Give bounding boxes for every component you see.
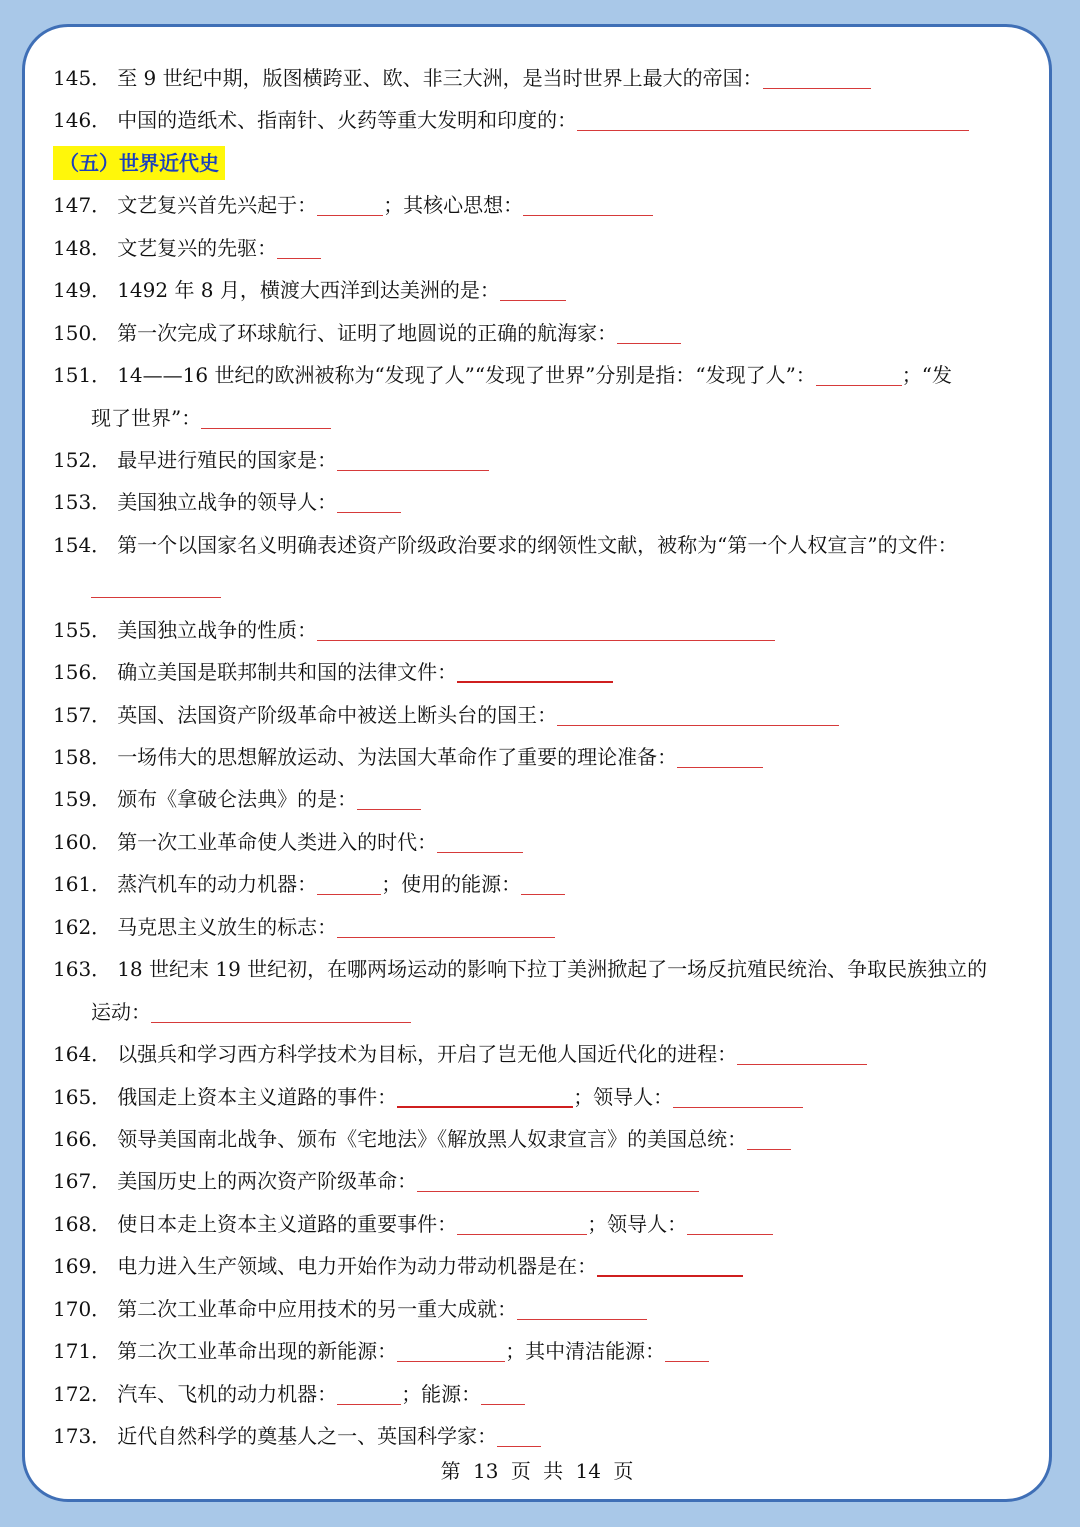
answer-blank[interactable]: [337, 511, 401, 513]
answer-blank[interactable]: [337, 936, 555, 938]
question-163-continued: 运动：: [53, 991, 1033, 1033]
answer-blank[interactable]: [687, 1233, 773, 1235]
question-162: 162． 马克思主义放生的标志：: [53, 906, 1033, 948]
question-159: 159． 颁布《拿破仑法典》的是：: [53, 778, 1033, 820]
answer-blank[interactable]: [457, 680, 613, 683]
answer-blank[interactable]: [357, 808, 421, 810]
answer-blank[interactable]: [523, 214, 653, 216]
question-153: 153． 美国独立战争的领导人：: [53, 481, 1033, 523]
question-154-continued: [53, 566, 1033, 608]
answer-blank[interactable]: [665, 1360, 709, 1362]
answer-blank[interactable]: [737, 1063, 867, 1065]
answer-blank[interactable]: [763, 87, 871, 89]
answer-blank[interactable]: [500, 299, 566, 301]
answer-blank[interactable]: [481, 1403, 525, 1405]
question-164: 164． 以强兵和学习西方科学技术为目标，开启了岂无他人国近代化的进程：: [53, 1033, 1033, 1075]
answer-blank[interactable]: [337, 1403, 401, 1405]
worksheet-page: [22, 24, 1052, 1502]
answer-blank[interactable]: [497, 1445, 541, 1447]
section-heading: （五）世界近代史: [53, 146, 225, 180]
question-149: 149． 1492 年 8 月，横渡大西洋到达美洲的是：: [53, 269, 1033, 311]
answer-blank[interactable]: [201, 427, 331, 429]
answer-blank[interactable]: [677, 766, 763, 768]
question-151-continued: 现了世界”：: [53, 397, 1033, 439]
answer-blank[interactable]: [397, 1360, 505, 1362]
question-150: 150． 第一次完成了环球航行、证明了地圆说的正确的航海家：: [53, 312, 1033, 354]
question-154: 154． 第一个以国家名义明确表述资产阶级政治要求的纲领性文献，被称为“第一个人权宣言”的文件：: [53, 532, 958, 557]
answer-blank[interactable]: [557, 724, 839, 726]
question-158: 158． 一场伟大的思想解放运动、为法国大革命作了重要的理论准备：: [53, 736, 1033, 778]
answer-blank[interactable]: [816, 384, 902, 386]
answer-blank[interactable]: [417, 1190, 699, 1192]
question-168: 168． 使日本走上资本主义道路的重要事件： ；领导人：: [53, 1203, 1033, 1245]
question-171: 171． 第二次工业革命出现的新能源： ；其中清洁能源：: [53, 1330, 1033, 1372]
question-173: 173． 近代自然科学的奠基人之一、英国科学家：: [53, 1415, 1033, 1457]
answer-blank[interactable]: [317, 214, 383, 216]
question-167: 167． 美国历史上的两次资产阶级革命：: [53, 1160, 1033, 1202]
answer-blank[interactable]: [91, 596, 221, 598]
question-160: 160． 第一次工业革命使人类进入的时代：: [53, 821, 1033, 863]
question-169: 169． 电力进入生产领域、电力开始作为动力带动机器是在：: [53, 1245, 1033, 1287]
answer-blank[interactable]: [517, 1318, 647, 1320]
answer-blank[interactable]: [597, 1274, 743, 1277]
answer-blank[interactable]: [277, 257, 321, 259]
question-157: 157． 英国、法国资产阶级革命中被送上断头台的国王：: [53, 694, 1033, 736]
question-163: 163． 18 世纪末 19 世纪初，在哪两场运动的影响下拉丁美洲掀起了一场反抗殖民统治、争取民族独立的: [53, 957, 988, 982]
answer-blank[interactable]: [397, 1105, 573, 1108]
question-170: 170． 第二次工业革命中应用技术的另一重大成就：: [53, 1288, 1033, 1330]
question-155: 155． 美国独立战争的性质：: [53, 609, 1033, 651]
question-151: 151． 14——16 世纪的欧洲被称为“发现了人”“发现了世界”分别是指：“发现了人”： ；“发: [53, 363, 953, 388]
answer-blank[interactable]: [317, 639, 775, 641]
question-list: [53, 57, 1033, 1457]
answer-blank[interactable]: [617, 342, 681, 344]
section-heading-row: [53, 142, 1033, 184]
question-166: 166． 领导美国南北战争、颁布《宅地法》《解放黑人奴隶宣言》的美国总统：: [53, 1118, 1033, 1160]
answer-blank[interactable]: [457, 1233, 587, 1235]
answer-blank[interactable]: [577, 129, 969, 131]
answer-blank[interactable]: [521, 893, 565, 895]
answer-blank[interactable]: [317, 893, 381, 895]
question-161: 161． 蒸汽机车的动力机器： ；使用的能源：: [53, 863, 1033, 905]
answer-blank[interactable]: [673, 1106, 803, 1108]
question-146: 146． 中国的造纸术、指南针、火药等重大发明和印度的：: [53, 99, 1033, 141]
answer-blank[interactable]: [151, 1021, 411, 1023]
answer-blank[interactable]: [337, 469, 489, 471]
question-147: 147． 文艺复兴首先兴起于： ；其核心思想：: [53, 184, 1033, 226]
question-165: 165． 俄国走上资本主义道路的事件： ；领导人：: [53, 1076, 1033, 1118]
question-156: 156． 确立美国是联邦制共和国的法律文件：: [53, 651, 1033, 693]
question-145: 145． 至 9 世纪中期，版图横跨亚、欧、非三大洲，是当时世界上最大的帝国：: [53, 57, 1033, 99]
answer-blank[interactable]: [747, 1148, 791, 1150]
page-footer: 第 13 页 共 14 页: [440, 1459, 634, 1483]
question-148: 148． 文艺复兴的先驱：: [53, 227, 1033, 269]
question-172: 172． 汽车、飞机的动力机器： ；能源：: [53, 1373, 1033, 1415]
answer-blank[interactable]: [437, 851, 523, 853]
question-152: 152． 最早进行殖民的国家是：: [53, 439, 1033, 481]
